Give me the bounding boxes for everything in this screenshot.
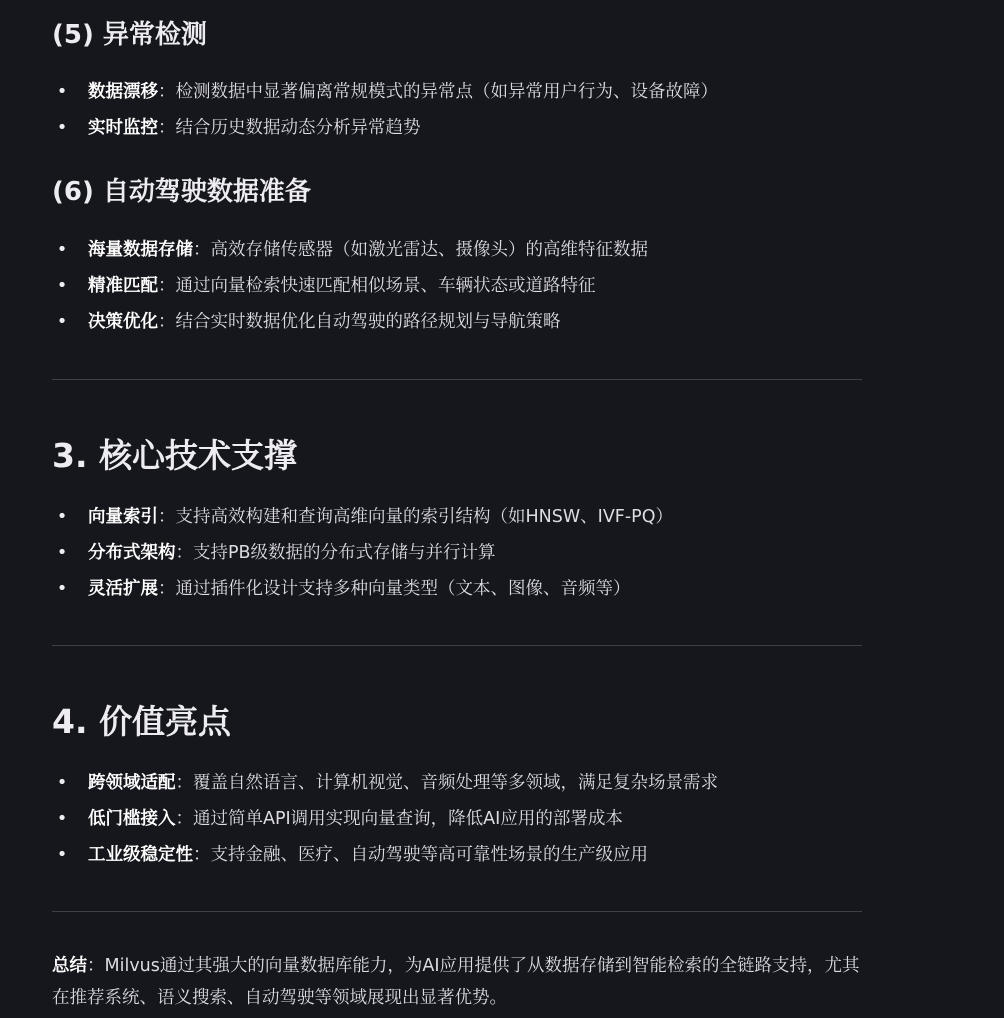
list-item bbox=[52, 765, 862, 801]
bullet-dot: • bbox=[56, 578, 68, 599]
item-separator: ： bbox=[175, 773, 193, 793]
item-separator: ： bbox=[193, 240, 211, 260]
item-separator: ： bbox=[158, 312, 176, 332]
bullet-dot: • bbox=[56, 772, 68, 793]
list-item bbox=[52, 110, 862, 146]
bullet-dot: • bbox=[56, 808, 68, 829]
bullet-dot: • bbox=[56, 239, 68, 260]
item-term: 向量索引 bbox=[88, 507, 158, 527]
item-separator: ： bbox=[175, 543, 193, 563]
section-heading-value-highlights: 4. 价值亮点 bbox=[52, 702, 231, 741]
item-description: 支持PB级数据的分布式存储与并行计算 bbox=[193, 543, 496, 563]
list-item bbox=[52, 801, 862, 837]
list-item bbox=[52, 74, 862, 110]
item-separator: ： bbox=[193, 845, 211, 865]
item-description: 支持高效构建和查询高维向量的索引结构（如HNSW、IVF-PQ） bbox=[175, 507, 674, 527]
item-description: 通过向量检索快速匹配相似场景、车辆状态或道路特征 bbox=[175, 276, 596, 296]
item-description: 检测数据中显著偏离常规模式的异常点（如异常用户行为、设备故障） bbox=[175, 82, 718, 102]
list-item bbox=[52, 304, 862, 340]
section-heading-anomaly-detection: (5) 异常检测 bbox=[52, 20, 207, 50]
bullet-dot: • bbox=[56, 506, 68, 527]
bullet-dot: • bbox=[56, 81, 68, 102]
list-item bbox=[52, 571, 862, 607]
list-item bbox=[52, 535, 862, 571]
item-term: 低门槛接入 bbox=[88, 809, 176, 829]
section-divider bbox=[52, 911, 862, 912]
list-item bbox=[52, 268, 862, 304]
bullet-list-value-highlights bbox=[52, 765, 862, 873]
bullet-dot: • bbox=[56, 542, 68, 563]
item-separator: ： bbox=[158, 118, 176, 138]
item-term: 海量数据存储 bbox=[88, 240, 193, 260]
item-description: 高效存储传感器（如激光雷达、摄像头）的高维特征数据 bbox=[210, 240, 648, 260]
summary-separator: ： bbox=[87, 956, 105, 976]
item-description: 覆盖自然语言、计算机视觉、音频处理等多领域，满足复杂场景需求 bbox=[193, 773, 718, 793]
item-description: 通过简单API调用实现向量查询，降低AI应用的部署成本 bbox=[193, 809, 623, 829]
summary-paragraph bbox=[52, 950, 872, 1014]
item-separator: ： bbox=[158, 579, 176, 599]
item-term: 决策优化 bbox=[88, 312, 158, 332]
item-description: 通过插件化设计支持多种向量类型（文本、图像、音频等） bbox=[175, 579, 631, 599]
item-separator: ： bbox=[158, 82, 176, 102]
item-separator: ： bbox=[158, 507, 176, 527]
item-term: 精准匹配 bbox=[88, 276, 158, 296]
bullet-dot: • bbox=[56, 311, 68, 332]
bullet-list-autonomous-driving bbox=[52, 232, 862, 340]
item-description: 结合历史数据动态分析异常趋势 bbox=[175, 118, 421, 138]
item-description: 支持金融、医疗、自动驾驶等高可靠性场景的生产级应用 bbox=[210, 845, 648, 865]
bullet-dot: • bbox=[56, 844, 68, 865]
section-divider bbox=[52, 645, 862, 646]
section-divider bbox=[52, 379, 862, 380]
bullet-dot: • bbox=[56, 275, 68, 296]
item-separator: ： bbox=[175, 809, 193, 829]
list-item bbox=[52, 232, 862, 268]
item-term: 实时监控 bbox=[88, 118, 158, 138]
summary-term: 总结 bbox=[52, 956, 87, 976]
item-term: 分布式架构 bbox=[88, 543, 176, 563]
list-item bbox=[52, 837, 862, 873]
bullet-list-core-tech bbox=[52, 499, 862, 607]
section-heading-core-tech: 3. 核心技术支撑 bbox=[52, 436, 297, 475]
summary-text: Milvus通过其强大的向量数据库能力，为AI应用提供了从数据存储到智能检索的全链路支持，尤其在推荐系统、语义搜索、自动驾驶等领域展现出显著优势。 bbox=[52, 956, 860, 1008]
list-item bbox=[52, 499, 862, 535]
item-term: 工业级稳定性 bbox=[88, 845, 193, 865]
item-term: 数据漂移 bbox=[88, 82, 158, 102]
item-description: 结合实时数据优化自动驾驶的路径规划与导航策略 bbox=[175, 312, 561, 332]
item-separator: ： bbox=[158, 276, 176, 296]
bullet-list-anomaly-detection bbox=[52, 74, 862, 146]
item-term: 跨领域适配 bbox=[88, 773, 176, 793]
section-heading-autonomous-driving: (6) 自动驾驶数据准备 bbox=[52, 177, 311, 207]
item-term: 灵活扩展 bbox=[88, 579, 158, 599]
bullet-dot: • bbox=[56, 117, 68, 138]
